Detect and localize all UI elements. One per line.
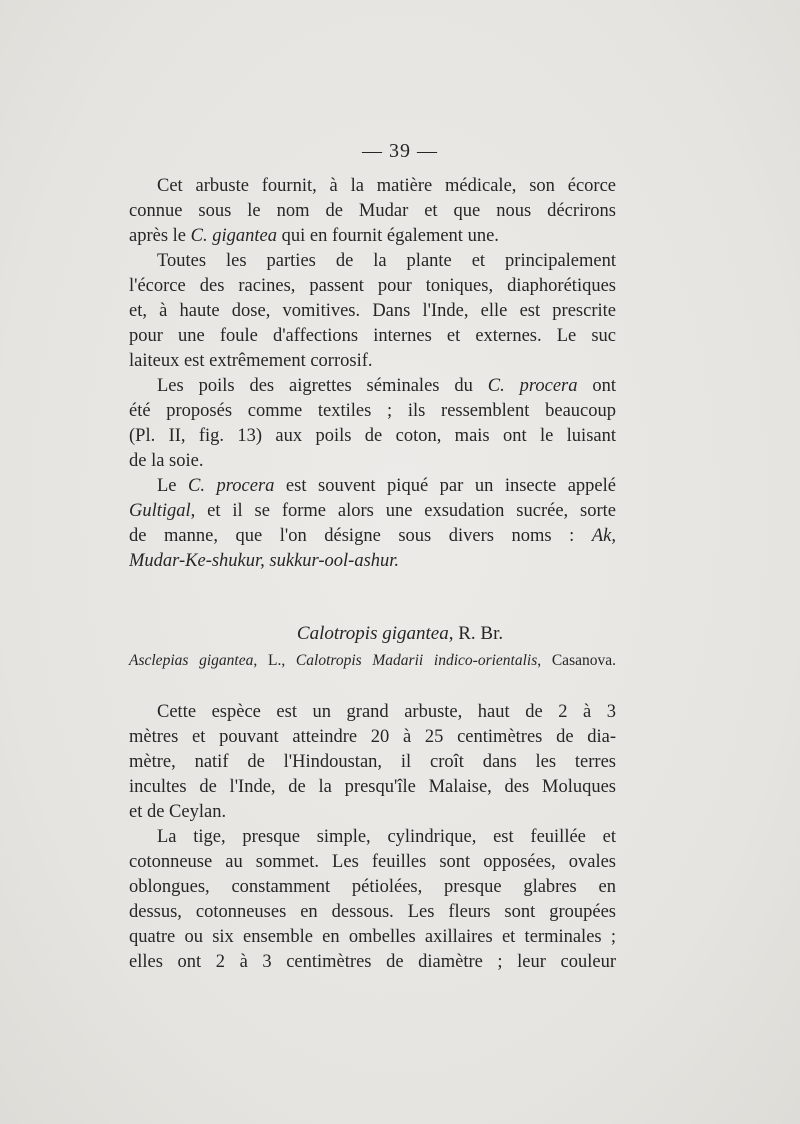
species-name: Calotropis gigantea <box>296 623 449 644</box>
text-line: elles ont 2 à 3 centimètres de diamètre ; leur couleur <box>129 952 616 972</box>
text-line: dessus, cotonneuses en dessous. Les fleurs sont groupées <box>129 902 616 922</box>
species-ref: C. procera <box>487 376 578 396</box>
synonym-b: Calotropis Madarii indico-orientalis <box>295 652 538 669</box>
text-line: Toutes les parties de la plante et principalement <box>157 251 616 271</box>
page-number: — 39 — <box>362 140 438 162</box>
insect-name: Gultigal <box>129 501 191 521</box>
paragraph-block-gigantea <box>129 700 616 975</box>
text-line: connue sous le nom de Mudar et que nous décrirons <box>129 201 616 221</box>
text-line: Cette espèce est un grand arbuste, haut de 2 à 3 <box>157 702 616 722</box>
text-line: incultes de l'Inde, de la presqu'île Malaise, des Moluques <box>129 777 616 797</box>
text-line: de la soie. <box>129 451 204 471</box>
text-line: et, à haute dose, vomitives. Dans l'Inde, elle est prescrite <box>129 301 616 321</box>
species-ref: C. procera <box>188 476 275 496</box>
text-line: cotonneuse au sommet. Les feuilles sont opposées, ovales <box>129 852 616 872</box>
species-synonyms: Asclepias gigantea, L., Calotropis Madarii indico-orientalis, Casanova. <box>129 652 616 669</box>
species-ref: C. gigantea <box>190 226 277 246</box>
text-line: oblongues, constamment pétiolées, presque glabres en <box>129 877 616 897</box>
paragraph-block-mudar <box>129 174 616 574</box>
text-line: mètre, natif de l'Hindoustan, il croît dans les terres <box>129 752 616 772</box>
local-name: Ak, <box>591 526 616 546</box>
text-line: après le C. gigantea qui en fournit également une. <box>129 226 499 246</box>
text-line: Le C. procera est souvent piqué par un insecte appelé <box>157 476 616 496</box>
text-line: quatre ou six ensemble en ombelles axillaires et terminales ; <box>129 927 616 947</box>
text-line: La tige, presque simple, cylindrique, est feuillée et <box>157 827 616 847</box>
text-line: pour une foule d'affections internes et externes. Le suc <box>129 326 616 346</box>
text-line: laiteux est extrêmement corrosif. <box>129 351 373 371</box>
synonym-a: Asclepias gigantea <box>129 652 254 669</box>
text-line: (Pl. II, fig. 13) aux poils de coton, mais ont le luisant <box>129 426 616 446</box>
text-line: Cet arbuste fournit, à la matière médicale, son écorce <box>157 176 616 196</box>
text-line: de manne, que l'on désigne sous divers noms : Ak, <box>129 526 616 546</box>
text-line: été proposés comme textiles ; ils ressemblent beaucoup <box>129 401 616 421</box>
species-author: , R. Br. <box>448 623 504 644</box>
text-line: Les poils des aigrettes séminales du C. procera ont <box>157 376 616 396</box>
local-names: Mudar-Ke-shukur, sukkur-ool-ashur. <box>129 551 400 571</box>
text-line <box>129 549 616 574</box>
text-line: mètres et pouvant atteindre 20 à 25 centimètres de dia- <box>129 727 616 747</box>
text-line: l'écorce des racines, passent pour toniques, diaphorétiques <box>129 276 616 296</box>
species-heading <box>0 621 800 647</box>
text-line: Gultigal, et il se forme alors une exsudation sucrée, sorte <box>129 501 616 521</box>
text-line: et de Ceylan. <box>129 802 227 822</box>
